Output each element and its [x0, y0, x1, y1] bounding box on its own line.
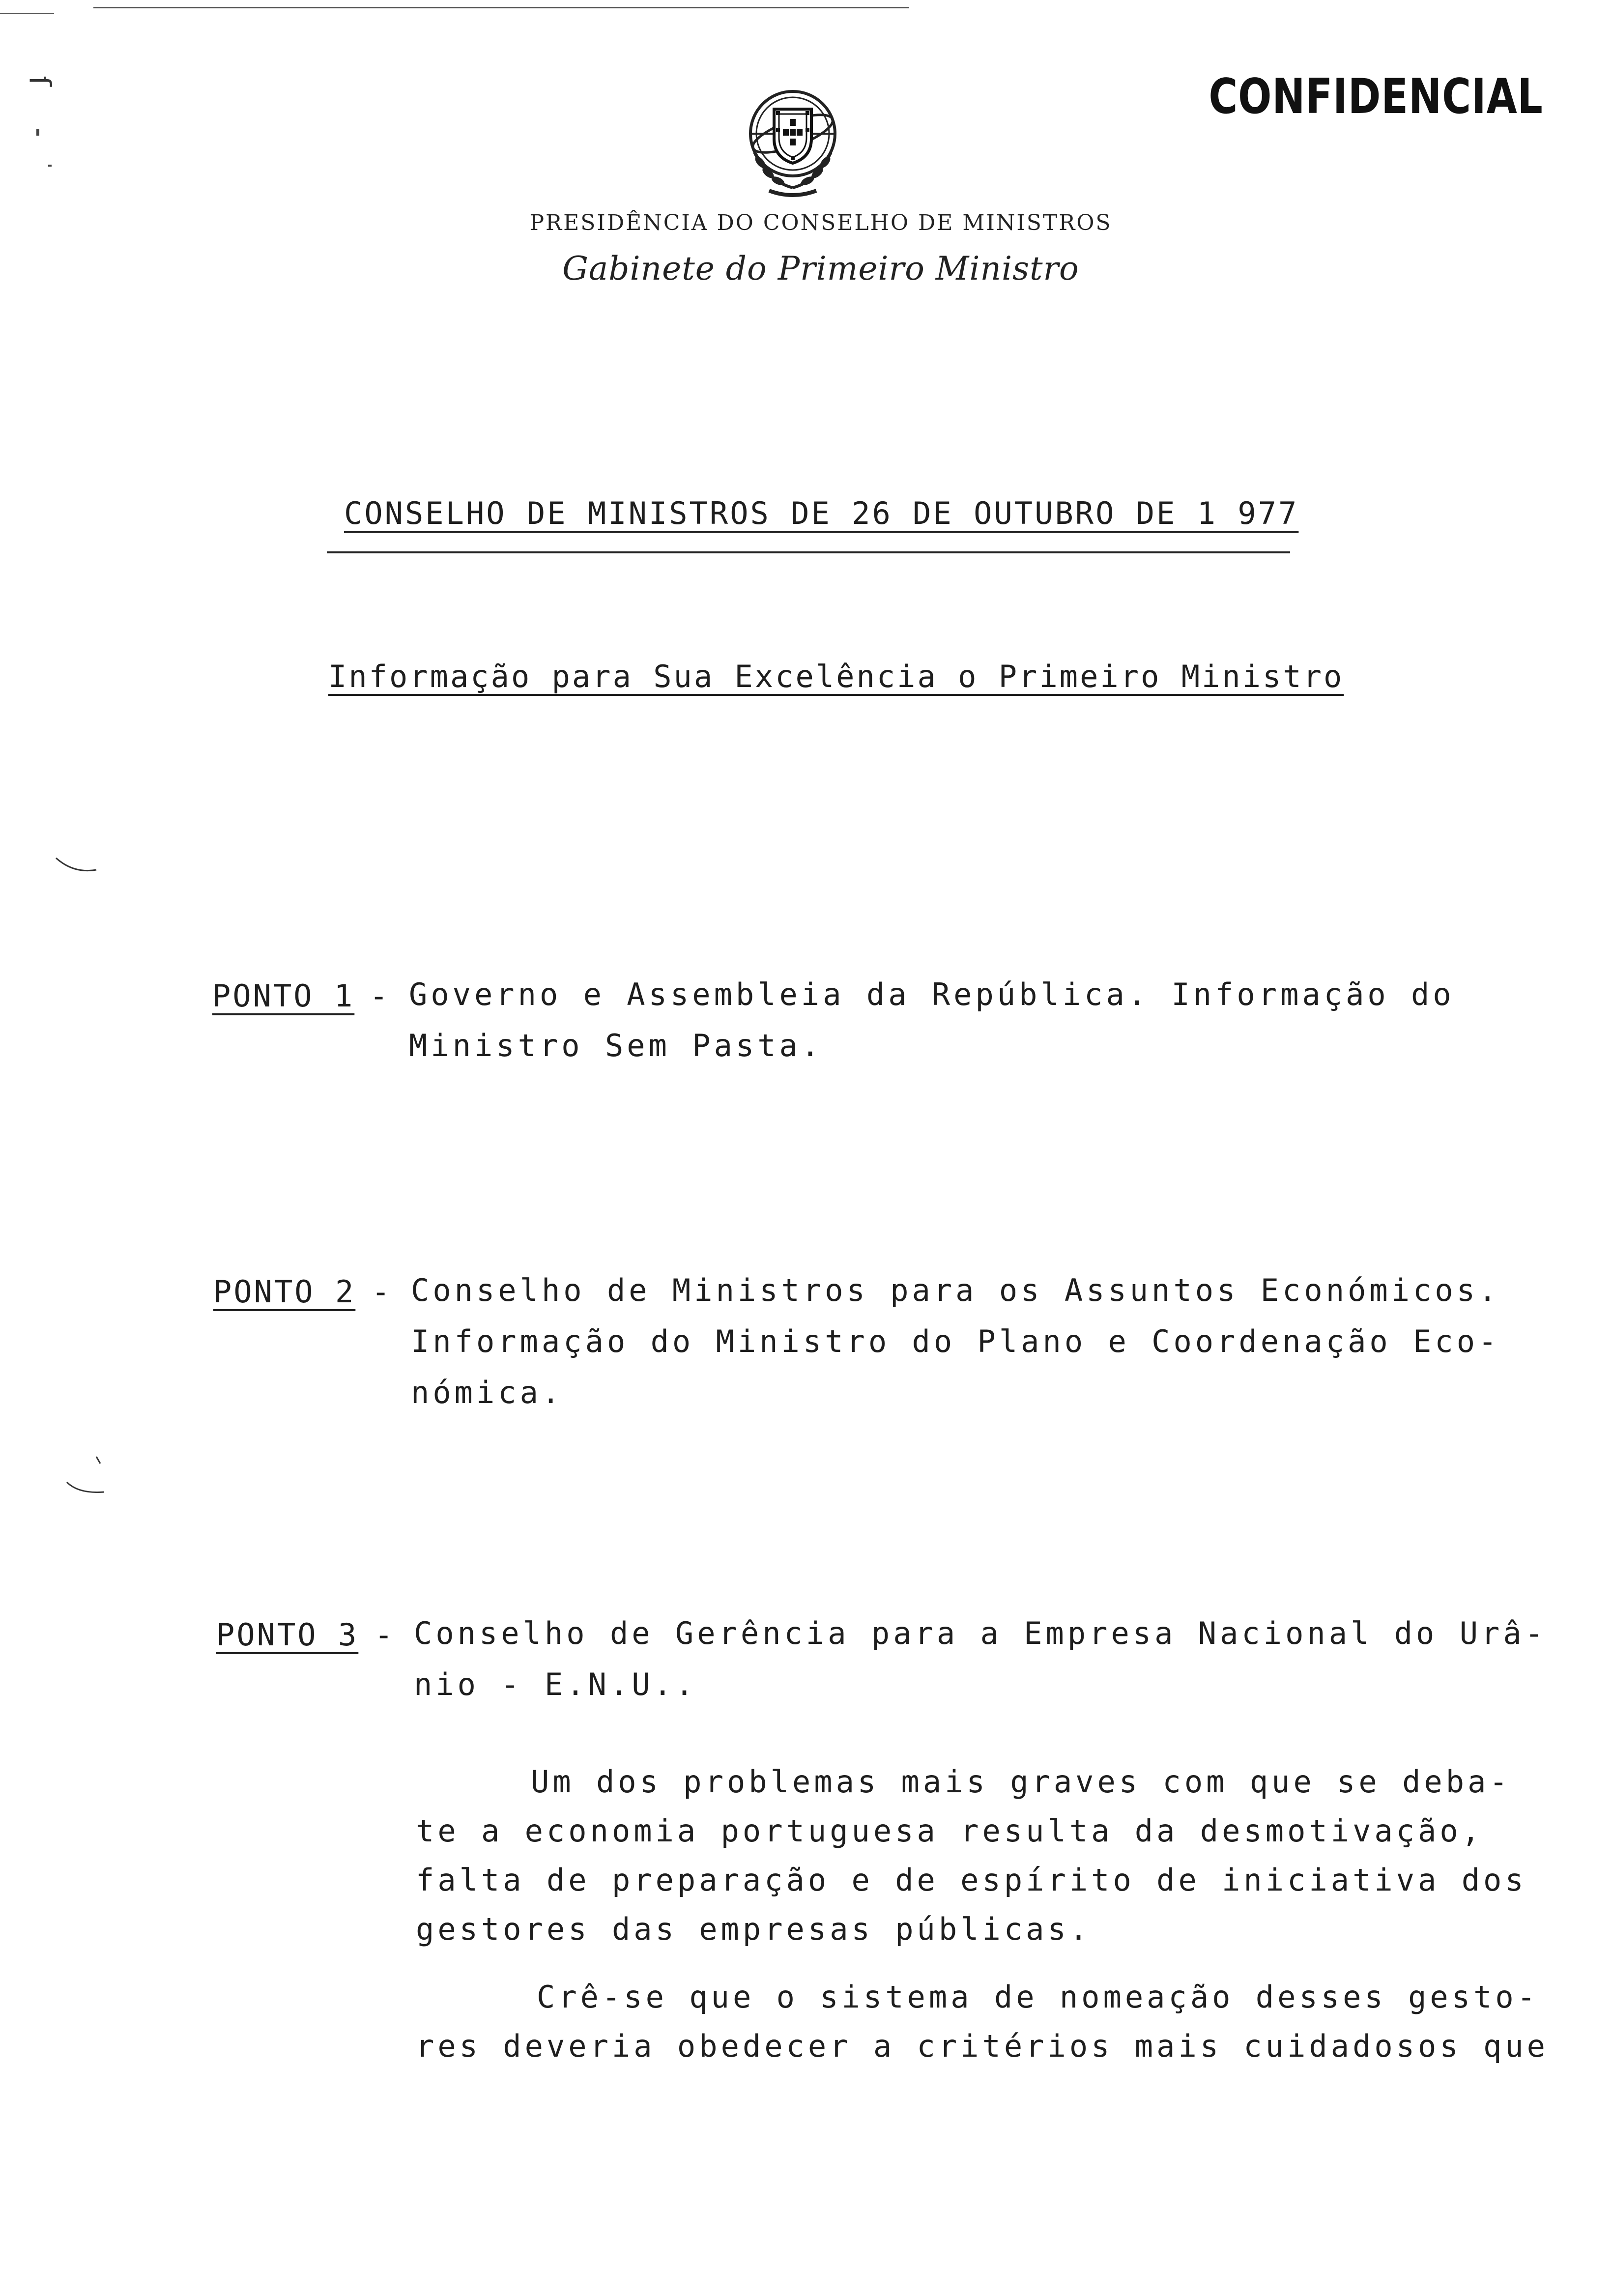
institution-name: PRESIDÊNCIA DO CONSELHO DE MINISTROS [529, 210, 1112, 235]
paragraph-line: falta de preparação e de espírito de iniciativa dos [416, 1862, 1527, 1898]
paragraph-line: te a economia portuguesa resulta da desmotivação, [416, 1813, 1484, 1849]
agenda-item-label: PONTO 2 [213, 1274, 356, 1310]
office-name: Gabinete do Primeiro Ministro [562, 250, 1079, 287]
meeting-title: CONSELHO DE MINISTROS DE 26 DE OUTUBRO DE 1 977 [344, 495, 1299, 531]
title-divider [327, 551, 1290, 553]
scan-edge-line-short [0, 13, 54, 14]
agenda-item-line: Conselho de Ministros para os Assuntos Económicos. [411, 1272, 1500, 1308]
agenda-item-line: nómica. [411, 1375, 564, 1410]
margin-handwriting-mark: ſ [22, 76, 57, 86]
agenda-item-label: PONTO 3 [216, 1617, 359, 1653]
agenda-item-line: nio - E.N.U.. [414, 1666, 697, 1702]
portuguese-coat-of-arms-icon [735, 79, 858, 201]
agenda-item-line: Informação do Ministro do Plano e Coordenação Eco- [411, 1323, 1500, 1359]
margin-pencil-mark [54, 855, 98, 875]
document-subtitle: Informação para Sua Excelência o Primeiro Ministro [328, 659, 1344, 694]
agenda-item-line: Governo e Assembleia da República. Informação do [409, 976, 1455, 1012]
paragraph-line: Crê-se que o sistema de nomeação desses gesto- [537, 1979, 1539, 2015]
margin-dot-mark [36, 129, 39, 136]
agenda-item-label: PONTO 1 [212, 978, 355, 1014]
paragraph-line: res deveria obedecer a critérios mais cuidadosos que [416, 2028, 1549, 2064]
margin-pencil-mark [64, 1455, 108, 1504]
paragraph-line: gestores das empresas públicas. [416, 1911, 1092, 1947]
classification-stamp: CONFIDENCIAL [1209, 69, 1543, 125]
margin-dot-mark [48, 165, 52, 167]
scan-edge-line [93, 7, 909, 8]
agenda-item-separator: - [372, 1274, 390, 1310]
agenda-item-separator: - [370, 978, 388, 1014]
paragraph-line: Um dos problemas mais graves com que se deba- [531, 1764, 1511, 1800]
agenda-item-separator: - [374, 1617, 393, 1653]
agenda-item-line: Ministro Sem Pasta. [409, 1028, 823, 1063]
agenda-item-line: Conselho de Gerência para a Empresa Nacional do Urâ- [414, 1615, 1547, 1651]
